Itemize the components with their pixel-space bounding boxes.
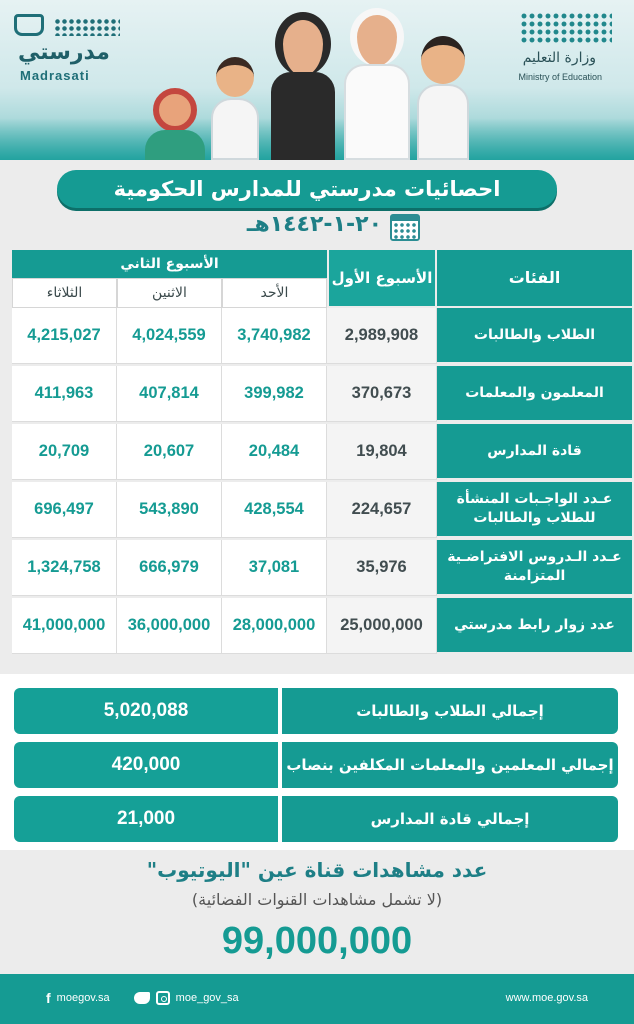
cell-week1: 224,657 — [327, 482, 437, 538]
student-figure-girl — [140, 80, 210, 160]
header-tuesday-label: الثلاثاء — [46, 285, 83, 301]
madrasati-logo-dots — [54, 18, 120, 36]
page-title: احصائيات مدرستي للمدارس الحكومية — [113, 177, 501, 201]
teacher-figure-man — [342, 2, 412, 160]
calendar-icon — [390, 214, 420, 241]
total-value: 5,020,088 — [14, 688, 280, 734]
cell-tuesday: 41,000,000 — [12, 598, 117, 654]
cell-monday: 407,814 — [117, 366, 222, 422]
website-link[interactable]: www.moe.gov.sa — [505, 992, 588, 1004]
ministry-logo — [510, 10, 620, 90]
cell-monday: 543,890 — [117, 482, 222, 538]
total-value: 420,000 — [14, 742, 280, 788]
cell-sunday: 28,000,000 — [222, 598, 327, 654]
totals-section — [0, 674, 634, 850]
row-category: عـدد الواجـبات المنشأة للطلاب والطالبات — [437, 482, 632, 538]
teacher-figure-woman — [268, 8, 338, 160]
statistics-table — [12, 250, 632, 654]
header-monday — [117, 278, 222, 308]
ministry-logo-dots — [520, 12, 612, 44]
cell-week1: 370,673 — [327, 366, 437, 422]
cell-sunday: 3,740,982 — [222, 308, 327, 364]
header-tuesday — [12, 278, 117, 308]
table-row — [12, 482, 632, 538]
header-sunday-label: الأحد — [260, 285, 289, 301]
total-label: إجمالي الطلاب والطالبات — [282, 688, 618, 734]
ministry-logo-text-en: Ministry of Education — [518, 72, 602, 82]
cell-monday: 20,607 — [117, 424, 222, 480]
header-sunday — [222, 278, 327, 308]
cell-sunday: 20,484 — [222, 424, 327, 480]
cell-sunday: 428,554 — [222, 482, 327, 538]
cell-tuesday: 1,324,758 — [12, 540, 117, 596]
header-week2 — [12, 250, 327, 278]
instagram-icon[interactable] — [156, 991, 170, 1005]
madrasati-logo — [14, 14, 124, 83]
table-row — [12, 540, 632, 596]
total-label: إجمالي قادة المدارس — [282, 796, 618, 842]
cell-week1: 35,976 — [327, 540, 437, 596]
page-title-bar — [57, 170, 557, 208]
table-row — [12, 598, 632, 654]
cell-sunday: 399,982 — [222, 366, 327, 422]
row-category: قادة المدارس — [437, 424, 632, 480]
cell-week1: 19,804 — [327, 424, 437, 480]
cell-sunday: 37,081 — [222, 540, 327, 596]
row-category: المعلمون والمعلمات — [437, 366, 632, 422]
table-row — [12, 308, 632, 364]
student-figure-boy-2 — [412, 32, 474, 160]
date-line — [222, 212, 422, 242]
header-week2-label: الأسبوع الثاني — [120, 256, 219, 272]
cell-tuesday: 411,963 — [12, 366, 117, 422]
row-category: عدد زوار رابط مدرستي — [437, 598, 632, 654]
madrasati-logo-text-ar: مدرستي — [18, 40, 110, 65]
cell-monday: 36,000,000 — [117, 598, 222, 654]
cell-tuesday: 20,709 — [12, 424, 117, 480]
header-monday-label: الاثنين — [152, 285, 187, 301]
row-category: الطلاب والطالبات — [437, 308, 632, 364]
youtube-views-subtitle: (لا تشمل مشاهدات القنوات الفضائية) — [191, 890, 443, 909]
cell-monday: 4,024,559 — [117, 308, 222, 364]
cell-tuesday: 4,215,027 — [12, 308, 117, 364]
twitter-instagram-handle[interactable]: moe_gov_sa — [175, 992, 239, 1004]
date-text: ٢٠-١-١٤٤٢هـ — [246, 212, 382, 237]
header-banner — [0, 0, 634, 160]
youtube-views-title: عدد مشاهدات قناة عين "اليوتيوب" — [146, 858, 488, 882]
table-row — [12, 424, 632, 480]
cell-monday: 666,979 — [117, 540, 222, 596]
student-figure-boy — [205, 55, 265, 160]
facebook-handle[interactable]: moegov.sa — [56, 992, 110, 1004]
total-row-students — [14, 688, 618, 734]
youtube-views-value: 99,000,000 — [221, 920, 413, 962]
header-week1-label: الأسبوع الأول — [331, 269, 433, 287]
madrasati-logo-icon — [14, 14, 44, 36]
facebook-icon[interactable]: f — [46, 990, 51, 1006]
row-category: عـدد الـدروس الافتراضـية المتزامنة — [437, 540, 632, 596]
cell-tuesday: 696,497 — [12, 482, 117, 538]
social-links — [46, 990, 239, 1006]
total-row-leaders — [14, 796, 618, 842]
cell-week1: 2,989,908 — [327, 308, 437, 364]
header-week1 — [329, 250, 435, 306]
madrasati-logo-text-en: Madrasati — [20, 68, 90, 83]
footer — [0, 974, 634, 1024]
header-categories — [437, 250, 632, 306]
cell-week1: 25,000,000 — [327, 598, 437, 654]
total-row-teachers — [14, 742, 618, 788]
total-value: 21,000 — [14, 796, 280, 842]
ministry-logo-text-ar: وزارة التعليم — [522, 50, 596, 66]
header-categories-label: الفئات — [508, 268, 561, 287]
total-label: إجمالي المعلمين والمعلمات المكلفين بنصاب — [282, 742, 618, 788]
table-row — [12, 366, 632, 422]
twitter-icon[interactable] — [134, 992, 150, 1004]
